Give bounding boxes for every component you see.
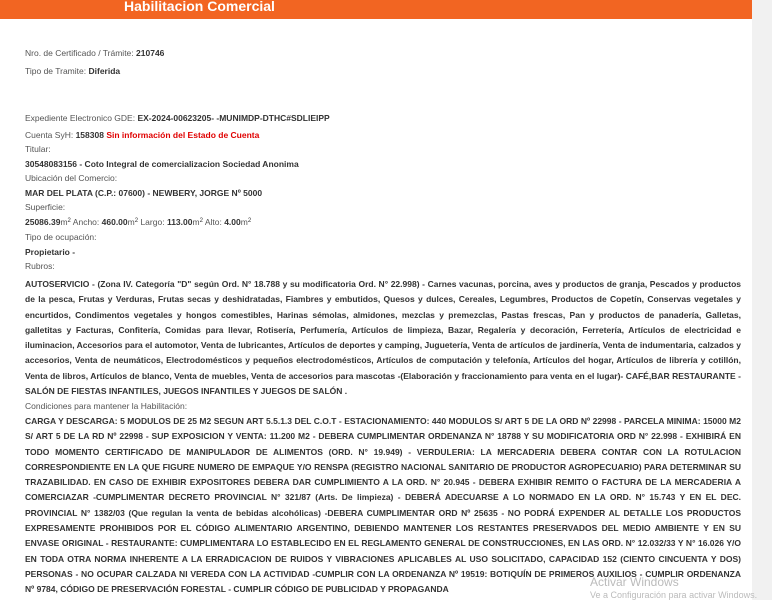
header-bar — [0, 0, 752, 19]
rubros-label: Rubros: — [25, 261, 55, 271]
superficie-value-row — [25, 217, 251, 228]
expediente-row — [25, 113, 330, 124]
unit-sup: 2 — [247, 218, 252, 224]
ubicacion-label: Ubicación del Comercio: — [25, 173, 118, 183]
watermark-line2: Ve a Configuración para activar Windows. — [590, 590, 758, 600]
superficie-label: Superficie: — [25, 202, 66, 212]
tipo-tramite-value: Diferida — [88, 66, 121, 76]
certificado-label: Nro. de Certificado / Trámite: — [25, 48, 134, 58]
unit-sup: 2 — [134, 218, 139, 224]
unit-sup: 2 — [67, 218, 71, 224]
unit-m: m — [192, 217, 200, 227]
unit-m: m — [60, 217, 68, 227]
cuenta-value: 158308 — [75, 130, 104, 140]
ubicacion-value-row — [25, 188, 262, 199]
cuenta-label: Cuenta SyH: — [25, 130, 74, 140]
watermark-line1: Activar Windows — [590, 575, 679, 589]
ubicacion-value: MAR DEL PLATA (C.P.: 07600) - NEWBERY, JORGE Nº 5000 — [25, 188, 263, 198]
titular-value: 30548083156 - Coto Integral de comercializacion Sociedad Anonima — [25, 159, 299, 169]
windows-activation-watermark — [590, 576, 757, 602]
cuenta-status: Sin información del Estado de Cuenta — [106, 130, 260, 140]
ancho-label: Ancho: — [72, 217, 100, 227]
alto-value: 4.00 — [224, 217, 241, 227]
superficie-label-row — [25, 202, 65, 213]
expediente-value: EX-2024-00623205- -MUNIMDP-DTHC#SDLIEIPP — [137, 113, 330, 123]
titular-label: Titular: — [25, 144, 51, 154]
superficie-total: 25086.39 — [25, 217, 61, 227]
scrollbar[interactable] — [752, 0, 772, 600]
largo-label: Largo: — [140, 217, 165, 227]
tipo-tramite-label: Tipo de Tramite: — [25, 66, 87, 76]
titular-value-row — [25, 159, 299, 170]
unit-m: m — [240, 217, 248, 227]
ocupacion-label-row — [25, 232, 97, 243]
condiciones-label: Condiciones para mantener la Habilitación: — [25, 401, 188, 411]
page-title: Habilitacion Comercial — [124, 0, 275, 14]
unit-m: m — [127, 217, 135, 227]
certificado-value: 210746 — [136, 48, 165, 58]
condiciones-label-row — [25, 401, 187, 412]
cuenta-row — [25, 130, 259, 141]
ancho-value: 460.00 — [101, 217, 128, 227]
ocupacion-value: Propietario - — [25, 247, 76, 257]
rubros-text: AUTOSERVICIO - (Zona IV. Categoría "D" según Ord. N° 18.788 y su modificatoria Ord. N° 22.998) - Carnes vacunas, porcina, aves y productos de granja, Pescados y productos de la pesca, Frutas y Verduras, Frutas secas y deshidratadas, Fiambres y embutidos, Quesos y dulces, Cereales, Legumbres, Productos de Copetín, Conservas vegetales y encurtidos, Condimentos vegetales y hongos comestibles, Harinas sémolas, almidones, mezclas y premezclas, Pastas frescas, Pan y productos de panadería, Galletas, galletitas y Facturas, Confitería, Comidas para llevar, Rotisería, Perfumería, Artículos de limpieza, Bazar, Regalería y decoración, Ferretería, Artículos de electricidad e iluminacion, Accesorios para el automotor, Venta de lubricantes, Artículos de deportes y camping, Juguetería, Venta de artículos de jardinería, Venta de indumentaria, calzados y accesorios, Venta de neumáticos, Electrodomésticos y pequeños electrodomésticos, Artículos de computación y telefonía, Artículos del hogar, Artículos de librería y cotillón, Venta de libros, Artículos de blanco, Venta de muebles, Venta de accesorios para mascotas -(Elaboración y fraccionamiento para venta en el lugar)- CAFÉ,BAR RESTAURANTE -SALÓN DE FIESTAS INFANTILES, JUEGOS INFANTILES Y JUEGOS DE SALÓN . — [25, 279, 741, 397]
condiciones-text: CARGA Y DESCARGA: 5 MODULOS DE 25 M2 SEGUN ART 5.5.1.3 DEL C.O.T - ESTACIONAMIENTO: 440 MODULOS S/ ART 5 DE LA ORD Nº 22998 - PARCELA MINIMA: 15000 M2 S/ ART 5 DE LA RD Nº 22998 - SUP EXPOSICION Y VENTA: 11.200 M2 - DEBERA CUMPLIMENTAR ORDENANZA N° 18788 Y SU MODIFICATORIA ORD N° 22.998 - EXHIBIRÁ EN TODO MOMENTO CERTIFICADO DE MANIPULADOR DE ALIMENTOS (ORD. N° 19.949) - VERDULERIA: LA MERCADERIA DEBERA CONTAR CON LA ROTULACION CORRESPONDIENTE EN LA QUE FIGURE NUMERO DE EMPAQUE Y/O RENSPA (REGISTRO NACIONAL SANITARIO DE PRODUCTOR AGROPECUARIO) PARA DETERMINAR SU TRAZABILIDAD. EN CASO DE EXHIBIR EXPOSITORES DEBERA DAR CUMPLIMIENTO A LA ORD. N° 20.945 - DEBERA EXHIBIR REMITO O FACTURA DE LA MERCADERIA A COMERCIAZAR -CUMPLIMENTAR DECRETO PROVINCIAL N° 321/87 (Arts. De limpieza) - DEBERÁ ADECUARSE A LO NORMADO EN LA ORD. N° 15.743 Y EN EL DEC. PROVINCIAL N° 1382/03 (Que regulan la venta de bebidas alcohólicas) -DEBERA CUMPLIMENTAR ORD Nº 25635 - NO PODRÁ EXPENDER AL DETALLE LOS PRODUCTOS EXPRESAMENTE PROHIBIDOS POR EL CÓDIGO ALIMENTARIO ARGENTINO, DEBIENDO MANTENER LOS RESTANTES PRESERVADOS DEL MEDIO AMBIENTE Y EN SU ENVASE ORIGINAL - RESTAURANTE: CUMPLIMENTARA LO ESTABLECIDO EN EL REGLAMENTO GENERAL DE CONSTRUCCIONES, EN LAS ORD. N° 12.032/33 Y N° 16.026 Y/O EN TODA OTRA NORMA INHERENTE A LA ERRADICACION DE RUIDOS Y VIBRACIONES APLICABLES AL USO SOLICITADO, CAPACIDAD 152 (CIENTO CINCUENTA Y DOS) PERSONAS - NO OCUPAR CALZADA NI VEREDA CON LA ACTIVIDAD -CUMPLIR CON LA ORDENANZA Nº 19519: BOTIQUÍN DE PRIMEROS AUXILIOS - CUMPLIR ORDENANZA Nº 9784, CÓDIGO DE PRESERVACIÓN FORESTAL - CUMPLIR CÓDIGO DE PUBLICIDAD Y PROPAGANDA — [25, 416, 741, 595]
unit-sup: 2 — [199, 218, 203, 224]
ocupacion-label: Tipo de ocupación: — [25, 232, 97, 242]
ocupacion-value-row — [25, 247, 75, 258]
rubros-label-row — [25, 261, 55, 272]
expediente-label: Expediente Electronico GDE: — [25, 113, 136, 123]
largo-value: 113.00 — [166, 217, 193, 227]
certificado-row — [25, 48, 164, 59]
tipo-tramite-row — [25, 66, 120, 77]
alto-label: Alto: — [204, 217, 222, 227]
ubicacion-label-row — [25, 173, 117, 184]
titular-label-row — [25, 144, 51, 155]
